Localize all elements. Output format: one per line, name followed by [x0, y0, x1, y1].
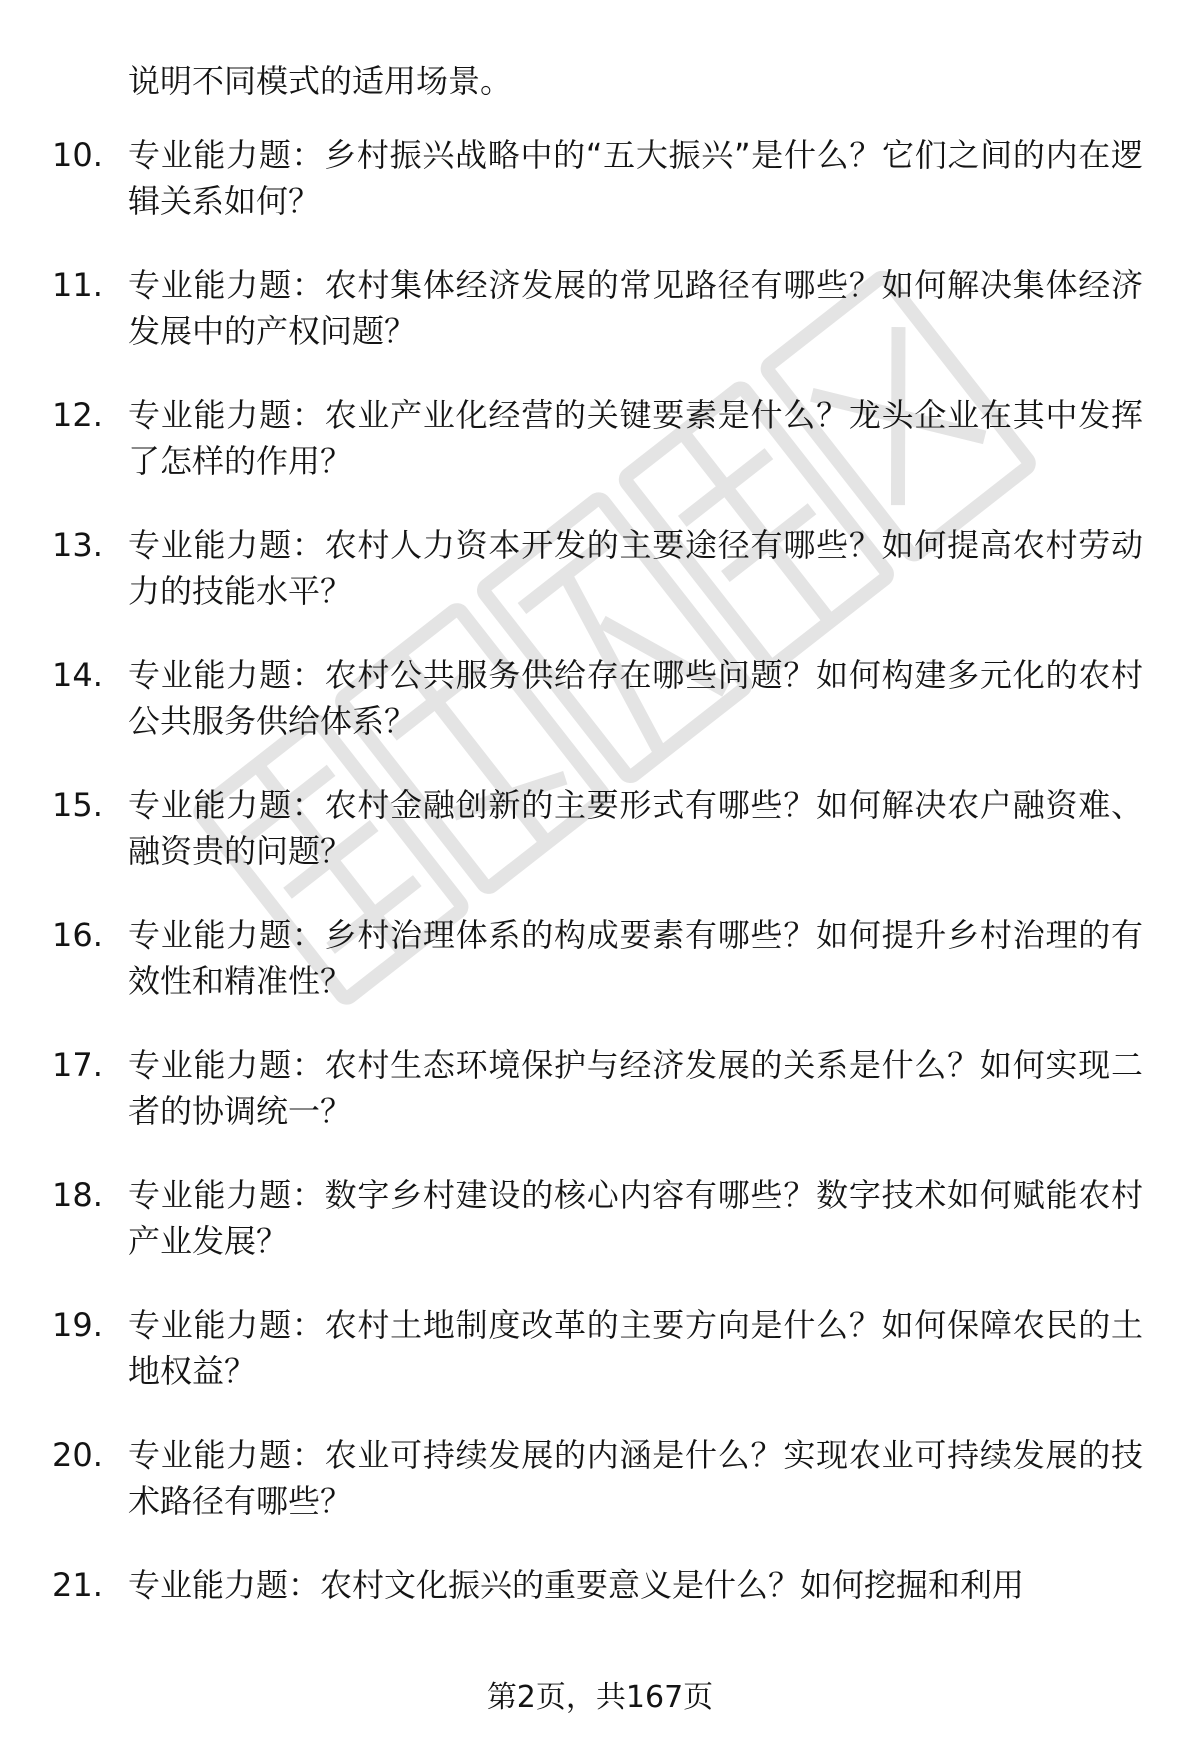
list-item: [0, 912, 1200, 1042]
question-text: 专业能力题：农业可持续发展的内涵是什么？实现农业可持续发展的技术路径有哪些？: [128, 1436, 1143, 1520]
question-text: 专业能力题：农业产业化经营的关键要素是什么？龙头企业在其中发挥了怎样的作用？: [128, 396, 1143, 480]
question-text: 专业能力题：乡村治理体系的构成要素有哪些？如何提升乡村治理的有效性和精准性？: [128, 916, 1143, 1000]
question-number: 12.: [52, 396, 103, 434]
continuation-text: 说明不同模式的适用场景。: [128, 62, 513, 100]
question-number: 14.: [52, 656, 103, 694]
question-number: 20.: [52, 1436, 103, 1474]
list-item: [0, 782, 1200, 912]
list-item: [0, 262, 1200, 392]
question-text: 专业能力题：乡村振兴战略中的“五大振兴”是什么？它们之间的内在逻辑关系如何？: [128, 136, 1143, 220]
question-number: 17.: [52, 1046, 103, 1084]
list-item: [0, 1562, 1200, 1692]
question-number: 21.: [52, 1566, 103, 1604]
question-text: 专业能力题：农村土地制度改革的主要方向是什么？如何保障农民的土地权益？: [128, 1306, 1143, 1390]
question-number: 18.: [52, 1176, 103, 1214]
question-text: 专业能力题：农村公共服务供给存在哪些问题？如何构建多元化的农村公共服务供给体系？: [128, 656, 1143, 740]
list-item: [0, 1302, 1200, 1432]
list-item: [0, 522, 1200, 652]
question-list: [0, 132, 1200, 1692]
question-text: 专业能力题：农村集体经济发展的常见路径有哪些？如何解决集体经济发展中的产权问题？: [128, 266, 1143, 350]
question-text: 专业能力题：数字乡村建设的核心内容有哪些？数字技术如何赋能农村产业发展？: [128, 1176, 1143, 1260]
list-item: [0, 1042, 1200, 1172]
question-text: 专业能力题：农村生态环境保护与经济发展的关系是什么？如何实现二者的协调统一？: [128, 1046, 1143, 1130]
question-number: 10.: [52, 136, 103, 174]
question-number: 19.: [52, 1306, 103, 1344]
question-text: 专业能力题：农村文化振兴的重要意义是什么？如何挖掘和利用: [128, 1566, 1025, 1604]
list-item: [0, 652, 1200, 782]
question-number: 11.: [52, 266, 103, 304]
list-item: [0, 1432, 1200, 1562]
list-item: [0, 392, 1200, 522]
question-text: 专业能力题：农村金融创新的主要形式有哪些？如何解决农户融资难、融资贵的问题？: [128, 786, 1143, 870]
question-number: 13.: [52, 526, 103, 564]
list-item: [0, 132, 1200, 262]
question-number: 15.: [52, 786, 103, 824]
question-number: 16.: [52, 916, 103, 954]
list-item: [0, 1172, 1200, 1302]
page-footer: 第2页，共167页: [486, 1680, 714, 1715]
question-text: 专业能力题：农村人力资本开发的主要途径有哪些？如何提高农村劳动力的技能水平？: [128, 526, 1143, 610]
